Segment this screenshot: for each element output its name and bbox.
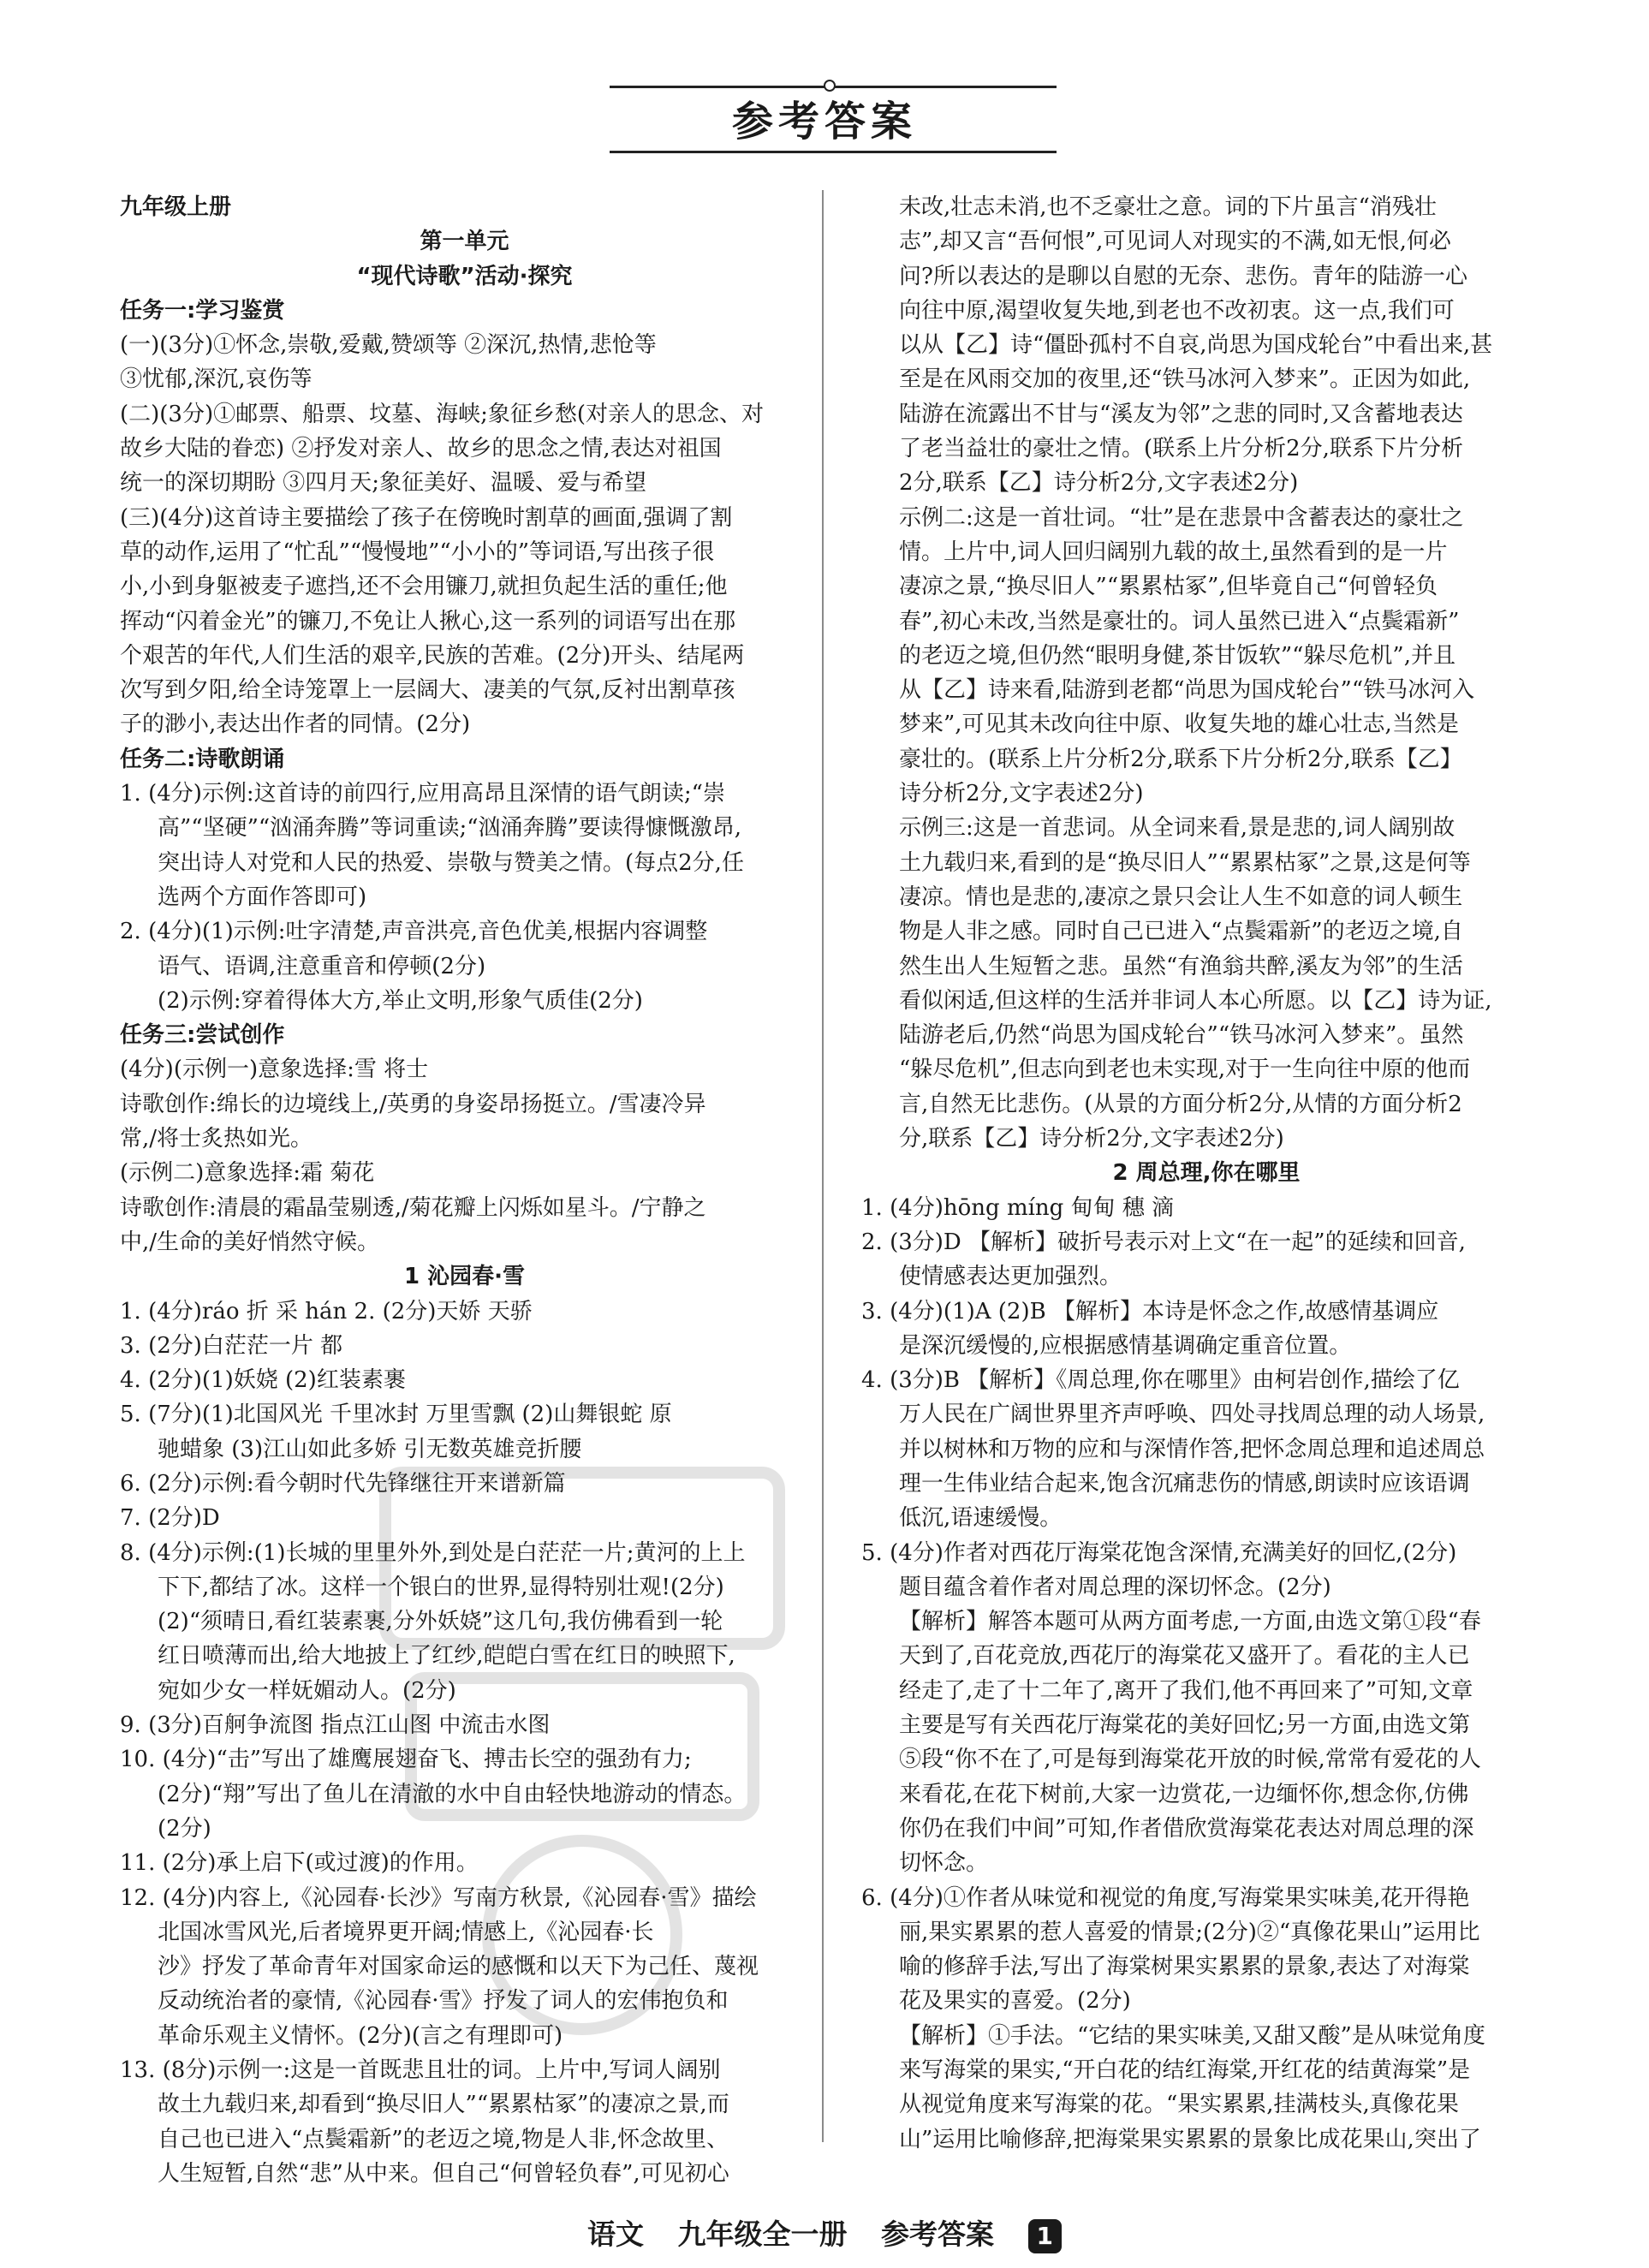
text-line: 理一生伟业结合起来,饱含沉痛悲伤的情感,朗读时应该语调 bbox=[899, 1470, 1470, 1497]
text-line: 故乡大陆的眷恋) ②抒发对亲人、故乡的思念之情,表达对祖国 bbox=[120, 436, 722, 462]
text-line: 5. (7分)(1)北国风光 千里冰封 万里雪飘 (2)山舞银蛇 原 bbox=[120, 1402, 672, 1428]
text-line: 选两个方面作答即可) bbox=[158, 884, 367, 910]
text-line: 凄凉之景,“换尽旧人”“累累枯冢”,但毕竟自己“何曾轻负 bbox=[899, 574, 1438, 600]
text-line: 示例二:这是一首壮词。“壮”是在悲景中含蓄表达的豪壮之 bbox=[899, 504, 1464, 531]
text-line: 经走了,走了十二年了,离开了我们,他不再回来了”可知,文章 bbox=[899, 1677, 1473, 1704]
text-line: (二)(3分)①邮票、船票、坟墓、海峡;象征乡愁(对亲人的思念、对 bbox=[120, 401, 765, 427]
text-line: 任务二:诗歌朗诵 bbox=[120, 746, 285, 772]
text-line: 2分,联系【乙】诗分析2分,文字表述2分) bbox=[899, 470, 1299, 497]
text-line: 喻的修辞手法,写出了海棠树果实累累的景象,表达了对海棠 bbox=[899, 1954, 1470, 1980]
text-line: 6. (2分)示例:看今朝时代先锋继往开来谱新篇 bbox=[120, 1470, 566, 1497]
text-line: 次写到夕阳,给全诗笼罩上一层阔大、凄美的气氛,反衬出割草孩 bbox=[120, 677, 735, 704]
text-line: 你仍在我们中间”可知,作者借欣赏海棠花表达对周总理的深 bbox=[899, 1815, 1474, 1842]
text-line: 子的渺小,表达出作者的同情。(2分) bbox=[120, 711, 471, 738]
text-line: 物是人非之感。同时自己已进入“点鬓霜新”的老迈之境,自 bbox=[899, 919, 1463, 945]
text-line: 土九载归来,看到的是“换尽旧人”“累累枯冢”之景,这是何等 bbox=[899, 849, 1471, 876]
text-line: 宛如少女一样妩媚动人。(2分) bbox=[158, 1677, 456, 1704]
text-line: 丽,果实累累的惹人喜爱的情景;(2分)②“真像花果山”运用比 bbox=[899, 1919, 1480, 1945]
text-line: 从视觉角度来写海棠的花。“果实累累,挂满枝头,真像花果 bbox=[899, 2092, 1459, 2118]
text-line: 1. (4分)ráo 折 采 hán 2. (2分)天娇 天骄 bbox=[120, 1298, 533, 1324]
text-line: 山”运用比喻修辞,把海棠果实累累的景象比成花果山,突出了 bbox=[899, 2126, 1481, 2152]
text-line: 未改,壮志未消,也不乏豪壮之意。词的下片虽言“消残壮 bbox=[899, 194, 1437, 220]
text-line: 中,/生命的美好悄然守候。 bbox=[120, 1229, 380, 1255]
text-line: 凄凉。情也是悲的,凄凉之景只会让人生不如意的词人顿生 bbox=[899, 884, 1463, 910]
text-line: 诗分析2分,文字表述2分) bbox=[899, 781, 1144, 807]
text-line: 了老当益壮的豪壮之情。(联系上片分析2分,联系下片分析 bbox=[899, 436, 1463, 462]
text-line: 万人民在广阔世界里齐声呼唤、四处寻找周总理的动人场景, bbox=[899, 1402, 1485, 1428]
text-line: 从【乙】诗来看,陆游到老都“尚思为国戍轮台”“铁马冰河入 bbox=[899, 677, 1475, 704]
text-line: 沙》抒发了革命青年对国家命运的感慨和以天下为己任、蔑视 bbox=[158, 1954, 759, 1980]
text-line: 然生出人生短暂之悲。虽然“有渔翁共醉,溪友为邻”的生活 bbox=[899, 953, 1463, 979]
text-line: 以从【乙】诗“僵卧孤村不自哀,尚思为国戍轮台”中看出来,甚 bbox=[899, 332, 1493, 359]
text-line: (2分) bbox=[158, 1815, 211, 1842]
text-line: 常,/将士炙热如光。 bbox=[120, 1126, 313, 1152]
text-line: 2 周总理,你在哪里 bbox=[1112, 1160, 1301, 1187]
footer-grade: 九年级全一册 bbox=[677, 2217, 848, 2251]
footer-subject: 语文 bbox=[587, 2217, 644, 2251]
text-line: 言,自然无比悲伤。(从景的方面分析2分,从情的方面分析2 bbox=[899, 1091, 1462, 1117]
text-line: 6. (4分)①作者从味觉和视觉的角度,写海棠果实味美,花开得艳 bbox=[861, 1884, 1470, 1911]
text-line: 问?所以表达的是聊以自慰的无奈、悲伤。青年的陆游一心 bbox=[899, 263, 1467, 289]
text-line: 语气、语调,注意重音和停顿(2分) bbox=[158, 953, 486, 979]
text-line: 的老迈之境,但仍然“眼明身健,茶甘饭软”“躲尽危机”,并且 bbox=[899, 642, 1456, 669]
text-line: 统一的深切期盼 ③四月天;象征美好、温暖、爱与希望 bbox=[120, 470, 647, 497]
text-line: 豪壮的。(联系上片分析2分,联系下片分析2分,联系【乙】 bbox=[899, 746, 1462, 772]
text-line: 革命乐观主义情怀。(2分)(言之有理即可) bbox=[158, 2022, 563, 2049]
text-line: 来看花,在花下树前,大家一边赏花,一边缅怀你,想念你,仿佛 bbox=[899, 1781, 1469, 1807]
watermark-stamp bbox=[360, 1455, 805, 2055]
text-line: 11. (2分)承上启下(或过渡)的作用。 bbox=[120, 1850, 479, 1877]
text-line: 诗歌创作:绵长的边境线上,/英勇的身姿昂扬挺立。/雪凄冷异 bbox=[120, 1091, 706, 1117]
text-line: 7. (2分)D bbox=[120, 1505, 220, 1532]
text-line: 10. (4分)“击”写出了雄鹰展翅奋飞、搏击长空的强劲有力; bbox=[120, 1747, 692, 1773]
footer-label: 参考答案 bbox=[881, 2217, 994, 2251]
text-line: 天到了,百花竞放,西花厅的海棠花又盛开了。看花的主人已 bbox=[899, 1643, 1470, 1670]
text-line: 9. (3分)百舸争流图 指点江山图 中流击水图 bbox=[120, 1712, 551, 1739]
text-line: “躲尽危机”,但志向到老也未实现,对于一生向往中原的他而 bbox=[899, 1057, 1471, 1083]
text-line: 春”,初心未改,当然是豪壮的。词人虽然已进入“点鬓霜新” bbox=[899, 608, 1460, 634]
text-line: 1. (4分)hōng míng 甸甸 穗 滴 bbox=[861, 1194, 1175, 1221]
text-line: 自己也已进入“点鬓霜新”的老迈之境,物是人非,怀念故里、 bbox=[158, 2126, 729, 2152]
text-line: ③忧郁,深沉,哀伤等 bbox=[120, 366, 313, 393]
text-line: 个艰苦的年代,人们生活的艰辛,民族的苦难。(2分)开头、结尾两 bbox=[120, 642, 745, 669]
text-line: 至是在风雨交加的夜里,还“铁马冰河入梦来”。正因为如此, bbox=[899, 366, 1471, 393]
column-divider bbox=[822, 190, 824, 2142]
text-line: 向往中原,渴望收复失地,到老也不改初衷。这一点,我们可 bbox=[899, 297, 1455, 324]
text-line: 花及果实的喜爱。(2分) bbox=[899, 1988, 1131, 2015]
text-line: 1 沁园春·雪 bbox=[403, 1264, 526, 1290]
text-line: 并以树林和万物的应和与深情作答,把怀念周总理和追述周总 bbox=[899, 1436, 1485, 1462]
text-line: 人生短暂,自然“悲”从中来。但自己“何曾轻负春”,可见初心 bbox=[158, 2160, 729, 2187]
text-line: 4. (2分)(1)妖娆 (2)红装素裹 bbox=[120, 1367, 406, 1394]
text-line: (一)(3分)①怀念,崇敬,爱戴,赞颂等 ②深沉,热情,悲怆等 bbox=[120, 332, 657, 359]
text-line: 看似闲适,但这样的生活并非词人本心所愿。以【乙】诗为证, bbox=[899, 987, 1492, 1014]
text-line: (2分)“翔”写出了鱼儿在清澈的水中自由轻快地游动的情态。 bbox=[158, 1781, 747, 1807]
text-line: 12. (4分)内容上,《沁园春·长沙》写南方秋景,《沁园春·雪》描绘 bbox=[120, 1884, 757, 1911]
text-line: 来写海棠的果实,“开白花的结红海棠,开红花的结黄海棠”是 bbox=[899, 2057, 1471, 2084]
text-line: 梦来”,可见其未改向往中原、收复失地的雄心壮志,当然是 bbox=[899, 711, 1459, 738]
text-line: 3. (2分)白茫茫一片 都 bbox=[120, 1332, 343, 1359]
text-line: (2)示例:穿着得体大方,举止文明,形象气质佳(2分) bbox=[158, 987, 643, 1014]
text-line: “现代诗歌”活动·探究 bbox=[356, 263, 573, 289]
text-line: 下下,都结了冰。这样一个银白的世界,显得特别壮观!(2分) bbox=[158, 1574, 724, 1600]
text-line: 3. (4分)(1)A (2)B 【解析】本诗是怀念之作,故感情基调应 bbox=[861, 1298, 1439, 1324]
text-line: (4分)(示例一)意象选择:雪 将士 bbox=[120, 1057, 429, 1083]
page-footer bbox=[0, 2212, 1649, 2253]
text-line: 13. (8分)示例一:这是一首既悲且壮的词。上片中,写词人阔别 bbox=[120, 2057, 721, 2084]
text-line: 【解析】①手法。“它结的果实味美,又甜又酸”是从味觉角度 bbox=[899, 2022, 1485, 2049]
page-title: 参考答案 bbox=[731, 98, 917, 146]
text-line: 红日喷薄而出,给大地披上了红纱,皑皑白雪在红日的映照下, bbox=[158, 1643, 735, 1670]
text-line: (示例二)意象选择:霜 菊花 bbox=[120, 1160, 375, 1187]
text-line: 任务三:尝试创作 bbox=[120, 1022, 285, 1049]
text-line: 九年级上册 bbox=[120, 194, 232, 220]
text-line: 主要是写有关西花厅海棠花的美好回忆;另一方面,由选文第 bbox=[899, 1712, 1471, 1739]
text-line: 5. (4分)作者对西花厅海棠花饱含深情,充满美好的回忆,(2分) bbox=[861, 1539, 1457, 1566]
text-line: ⑤段“你不在了,可是每到海棠花开放的时候,常常有爱花的人 bbox=[899, 1747, 1481, 1773]
text-line: 陆游老后,仍然“尚思为国戍轮台”“铁马冰河入梦来”。虽然 bbox=[899, 1022, 1464, 1049]
text-line: 低沉,语速缓慢。 bbox=[899, 1505, 1063, 1532]
text-line: 陆游在流露出不甘与“溪友为邻”之悲的同时,又含蓄地表达 bbox=[899, 401, 1463, 427]
text-line: 是深沉缓慢的,应根据感情基调确定重音位置。 bbox=[899, 1332, 1352, 1359]
text-line: 2. (3分)D 【解析】破折号表示对上文“在一起”的延续和回音, bbox=[861, 1229, 1466, 1255]
text-line: (2)“须晴日,看红装素裹,分外妖娆”这几句,我仿佛看到一轮 bbox=[158, 1609, 723, 1635]
text-line: 驰蜡象 (3)江山如此多娇 引无数英雄竞折腰 bbox=[158, 1436, 582, 1462]
header-ornament-dot bbox=[824, 80, 836, 92]
text-line: 故土九载归来,却看到“换尽旧人”“累累枯冢”的凄凉之景,而 bbox=[158, 2092, 729, 2118]
text-line: 反动统治者的豪情,《沁园春·雪》抒发了词人的宏伟抱负和 bbox=[158, 1988, 729, 2015]
text-line: 示例三:这是一首悲词。从全词来看,景是悲的,词人阔别故 bbox=[899, 815, 1456, 842]
text-line: 第一单元 bbox=[420, 229, 509, 255]
text-line: 志”,却又言“吾何恨”,可见词人对现实的不满,如无恨,何必 bbox=[899, 229, 1451, 255]
text-line: 分,联系【乙】诗分析2分,文字表述2分) bbox=[899, 1126, 1284, 1152]
text-line: 使情感表达更加强烈。 bbox=[899, 1264, 1122, 1290]
right-column bbox=[861, 190, 1551, 2157]
text-line: 【解析】解答本题可从两方面考虑,一方面,由选文第①段“春 bbox=[899, 1609, 1481, 1635]
text-line: 情。上片中,词人回归阔别九载的故土,虽然看到的是一片 bbox=[899, 539, 1448, 565]
text-line: (三)(4分)这首诗主要描绘了孩子在傍晚时割草的画面,强调了割 bbox=[120, 504, 733, 531]
text-line: 挥动“闪着金光”的镰刀,不免让人揪心,这一系列的词语写出在那 bbox=[120, 608, 736, 634]
text-line: 切怀念。 bbox=[899, 1850, 989, 1877]
text-line: 草的动作,运用了“忙乱”“慢慢地”“小小的”等词语,写出孩子很 bbox=[120, 539, 715, 565]
text-line: 1. (4分)示例:这首诗的前四行,应用高昂且深情的语气朗读;“崇 bbox=[120, 781, 725, 807]
text-line: 小,小到身躯被麦子遮挡,还不会用镰刀,就担负起生活的重任;他 bbox=[120, 574, 728, 600]
text-line: 高”“坚硬”“汹涌奔腾”等词重读;“汹涌奔腾”要读得慷慨激昂, bbox=[158, 815, 742, 842]
text-line: 2. (4分)(1)示例:吐字清楚,声音洪亮,音色优美,根据内容调整 bbox=[120, 919, 708, 945]
text-line: 突出诗人对党和人民的热爱、崇敬与赞美之情。(每点2分,任 bbox=[158, 849, 744, 876]
text-line: 8. (4分)示例:(1)长城的里里外外,到处是白茫茫一片;黄河的上上 bbox=[120, 1539, 746, 1566]
text-line: 任务一:学习鉴赏 bbox=[120, 297, 285, 324]
page-header bbox=[0, 68, 1649, 163]
text-line: 题目蕴含着作者对周总理的深切怀念。(2分) bbox=[899, 1574, 1331, 1600]
text-line: 北国冰雪风光,后者境界更开阔;情感上,《沁园春·长 bbox=[158, 1919, 654, 1945]
page-number: 1 bbox=[1028, 2219, 1062, 2253]
header-bottom-rule bbox=[610, 151, 1057, 153]
text-line: 4. (3分)B 【解析】《周总理,你在哪里》由柯岩创作,描绘了亿 bbox=[861, 1367, 1460, 1394]
text-line: 诗歌创作:清晨的霜晶莹剔透,/菊花瓣上闪烁如星斗。/宁静之 bbox=[120, 1194, 706, 1221]
